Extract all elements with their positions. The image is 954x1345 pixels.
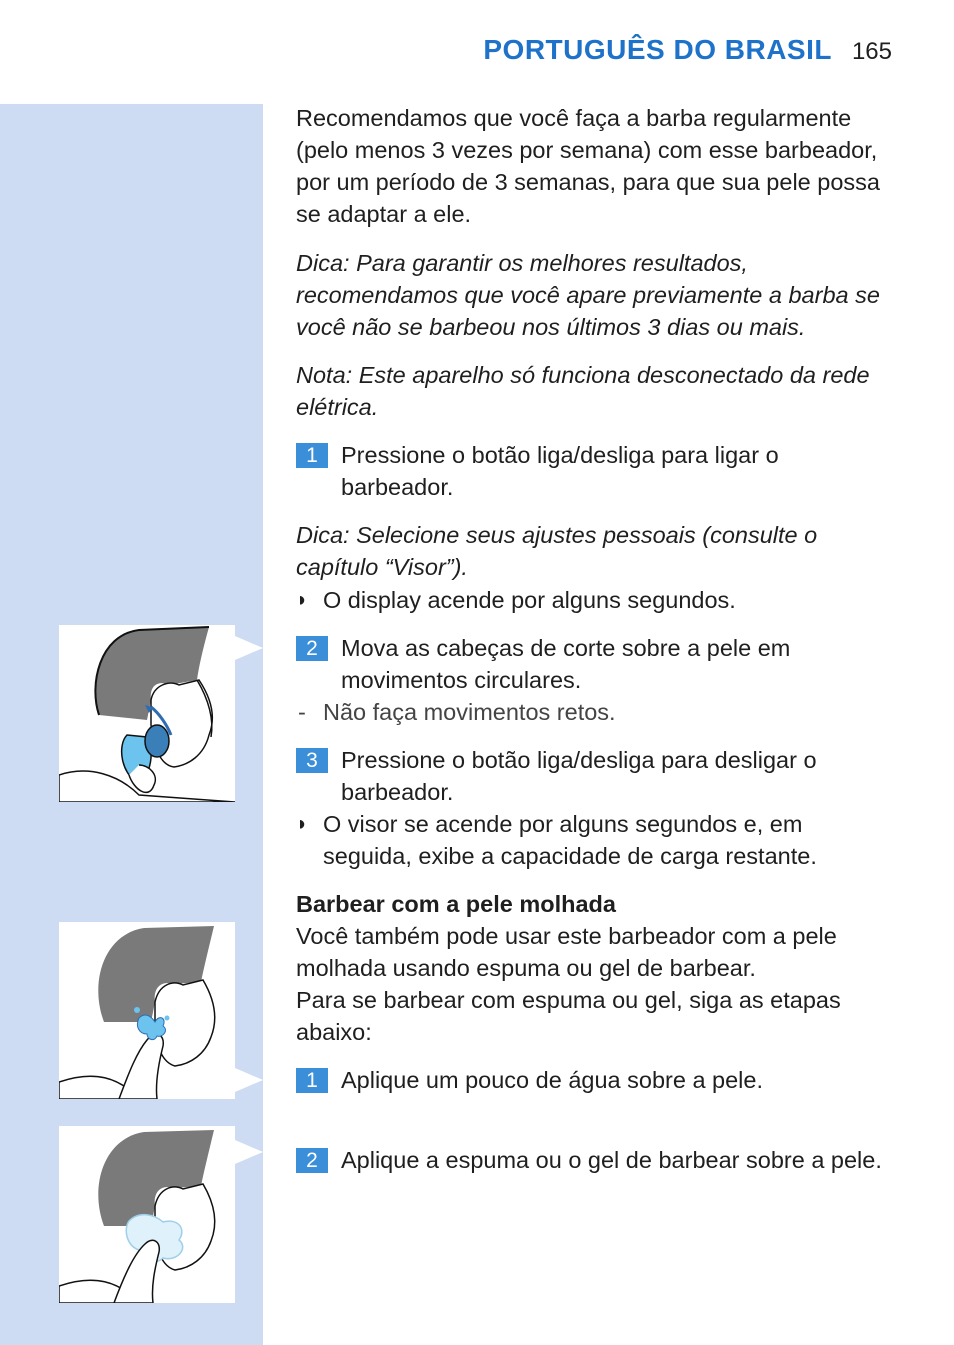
step-number-badge: 1 [296,443,328,468]
dash-marker: - [298,699,306,725]
result-bullet [296,808,896,872]
section-heading: Barbear com a pele molhada [296,891,616,917]
step-number-badge: 2 [296,636,328,661]
step-3 [296,744,896,808]
result-bullet [296,584,896,616]
step-1 [296,439,896,503]
step-number-badge: 1 [296,1068,328,1093]
apply-water-illustration [59,922,235,1099]
tip-paragraph: Dica: Para garantir os melhores resultados, recomendamos que você apare previamente a barba se você não se barbeou nos últimos 3 dias ou mais. [296,250,880,340]
step-text: Pressione o botão liga/desliga para ligar o barbeador. [341,442,779,500]
intro-paragraph: Recomendamos que você faça a barba regularmente (pelo menos 3 vezes por semana) com esse barbeador, por um período de 3 semanas, para que sua pele possa se adaptar a ele. [296,105,880,227]
step-text: Mova as cabeças de corte sobre a pele em movimentos circulares. [341,635,791,693]
man-water-icon [59,922,235,1099]
man-shaving-icon [59,625,235,802]
apply-foam-illustration [59,1126,235,1303]
page-number: 165 [851,38,892,65]
tip-paragraph: Dica: Selecione seus ajustes pessoais (consulte o capítulo “Visor”). [296,522,818,580]
illustration-pointer [235,636,263,660]
bullet-marker-icon: ◗ [296,813,309,835]
step-text: Pressione o botão liga/desliga para desligar o barbeador. [341,747,817,805]
wet-shaving-paragraph: Para se barbear com espuma ou gel, siga as etapas abaixo: [296,987,841,1045]
man-foam-icon [59,1126,235,1303]
illustration-pointer [235,1068,263,1092]
bullet-text: O display acende por alguns segundos. [323,587,736,613]
wet-step-1 [296,1064,896,1096]
wet-step-2 [296,1144,896,1176]
step-number-badge: 2 [296,1148,328,1173]
bullet-text: O visor se acende por alguns segundos e, em seguida, exibe a capacidade de carga restante. [323,811,817,869]
wet-shaving-paragraph: Você também pode usar este barbeador com a pele molhada usando espuma ou gel de barbear. [296,923,837,981]
dash-text: Não faça movimentos retos. [323,699,616,725]
note-paragraph: Nota: Este aparelho só funciona desconectado da rede elétrica. [296,362,870,420]
dash-item [296,696,896,728]
section-title: PORTUGUÊS DO BRASIL [483,34,832,65]
step-text: Aplique a espuma ou o gel de barbear sobre a pele. [341,1147,882,1173]
step-2 [296,632,896,696]
step-number-badge: 3 [296,748,328,773]
step-text: Aplique um pouco de água sobre a pele. [341,1067,764,1093]
bullet-marker-icon: ◗ [296,589,309,611]
illustration-pointer [235,1140,263,1164]
shaving-circular-illustration [59,625,235,802]
